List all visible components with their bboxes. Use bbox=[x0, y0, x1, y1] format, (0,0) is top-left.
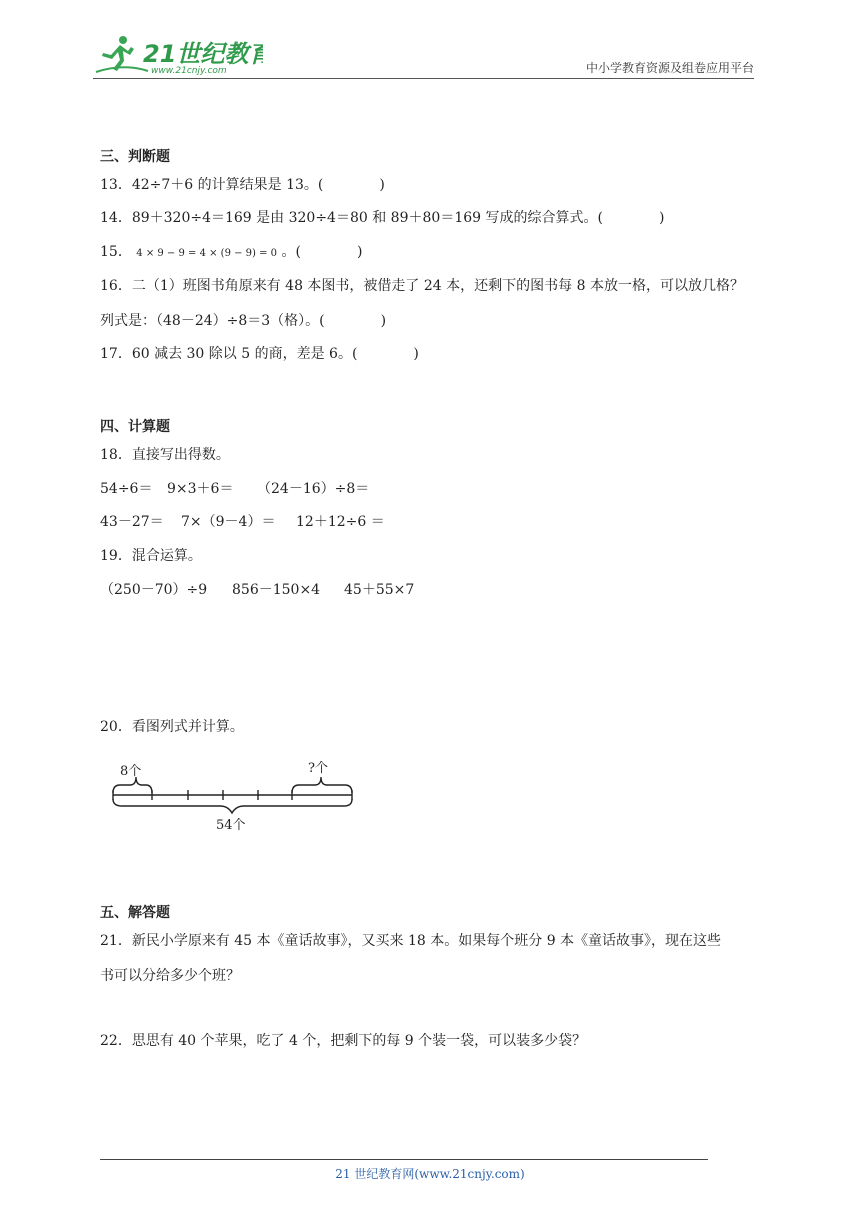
q19-item3: 45＋55×7 bbox=[344, 582, 415, 598]
header-divider bbox=[93, 78, 754, 79]
footer-divider bbox=[100, 1159, 708, 1160]
section-title-calculation: 四、计算题 bbox=[100, 419, 170, 435]
question-15-tail: 。( ) bbox=[281, 244, 363, 260]
q18-row2-item3: 12＋12÷6 ＝ bbox=[296, 514, 385, 530]
diagram-total-label: 54个 bbox=[216, 818, 246, 833]
q18-row2-item2: 7×（9－4）＝ bbox=[181, 514, 276, 530]
diagram-left-label: 8个 bbox=[120, 764, 142, 779]
footer-site-link[interactable]: 21 世纪教育网(www.21cnjy.com) bbox=[335, 1167, 525, 1181]
q19-item1: （250－70）÷9 bbox=[100, 582, 208, 598]
q18-row2-item1: 43－27＝ bbox=[100, 514, 164, 530]
question-13: 13．42÷7＋6 的计算结果是 13。( ) bbox=[100, 177, 385, 193]
segment-diagram bbox=[108, 757, 360, 837]
left-top-brace bbox=[113, 777, 152, 793]
question-20: 20．看图列式并计算。 bbox=[100, 719, 244, 735]
question-17: 17．60 减去 30 除以 5 的商，差是 6。( ) bbox=[100, 346, 419, 362]
bottom-brace bbox=[113, 799, 352, 813]
section-title-judgment: 三、判断题 bbox=[100, 149, 170, 165]
question-16-line2: 列式是：（48－24）÷8＝3（格）。( ) bbox=[100, 313, 387, 329]
question-19: 19．混合运算。 bbox=[100, 548, 202, 564]
question-15 bbox=[100, 241, 362, 261]
question-15-formula: 4 × 9 − 9 = 4 × (9 − 9) = 0 bbox=[136, 248, 278, 259]
question-22: 22．思思有 40 个苹果，吃了 4 个，把剩下的每 9 个装一袋，可以装多少袋？ bbox=[100, 1033, 587, 1049]
right-top-brace bbox=[292, 777, 352, 793]
section-title-answer: 五、解答题 bbox=[100, 905, 170, 921]
question-14: 14．89＋320÷4＝169 是由 320÷4＝80 和 89＋80＝169 写成的综合算式。( ) bbox=[100, 210, 665, 226]
q18-row1-item1: 54÷6＝ bbox=[100, 481, 153, 497]
q19-item2: 856－150×4 bbox=[232, 582, 321, 598]
q18-row1-item3: （24－16）÷8＝ bbox=[257, 481, 370, 497]
q18-row1-item2: 9×3＋6＝ bbox=[167, 481, 234, 497]
logo-url-text: www.21cnjy.com bbox=[151, 66, 227, 76]
header-platform-text: 中小学教育资源及组卷应用平台 bbox=[585, 61, 754, 75]
question-16-line1: 16．二（1）班图书角原来有 48 本图书，被借走了 24 本，还剩下的图书每 8 本放一格，可以放几格？ bbox=[100, 278, 744, 294]
runner-icon bbox=[96, 36, 148, 72]
logo-big-text: 21世纪教育 bbox=[143, 40, 263, 68]
diagram-right-label: ?个 bbox=[308, 761, 328, 776]
question-15-number: 15． bbox=[100, 244, 132, 260]
question-18: 18．直接写出得数。 bbox=[100, 447, 230, 463]
site-logo bbox=[93, 33, 263, 77]
question-21-line1: 21．新民小学原来有 45 本《童话故事》，又买来 18 本。如果每个班分 9 本《童话故事》，现在这些 bbox=[100, 933, 722, 949]
question-21-line2: 书可以分给多少个班？ bbox=[100, 968, 240, 984]
